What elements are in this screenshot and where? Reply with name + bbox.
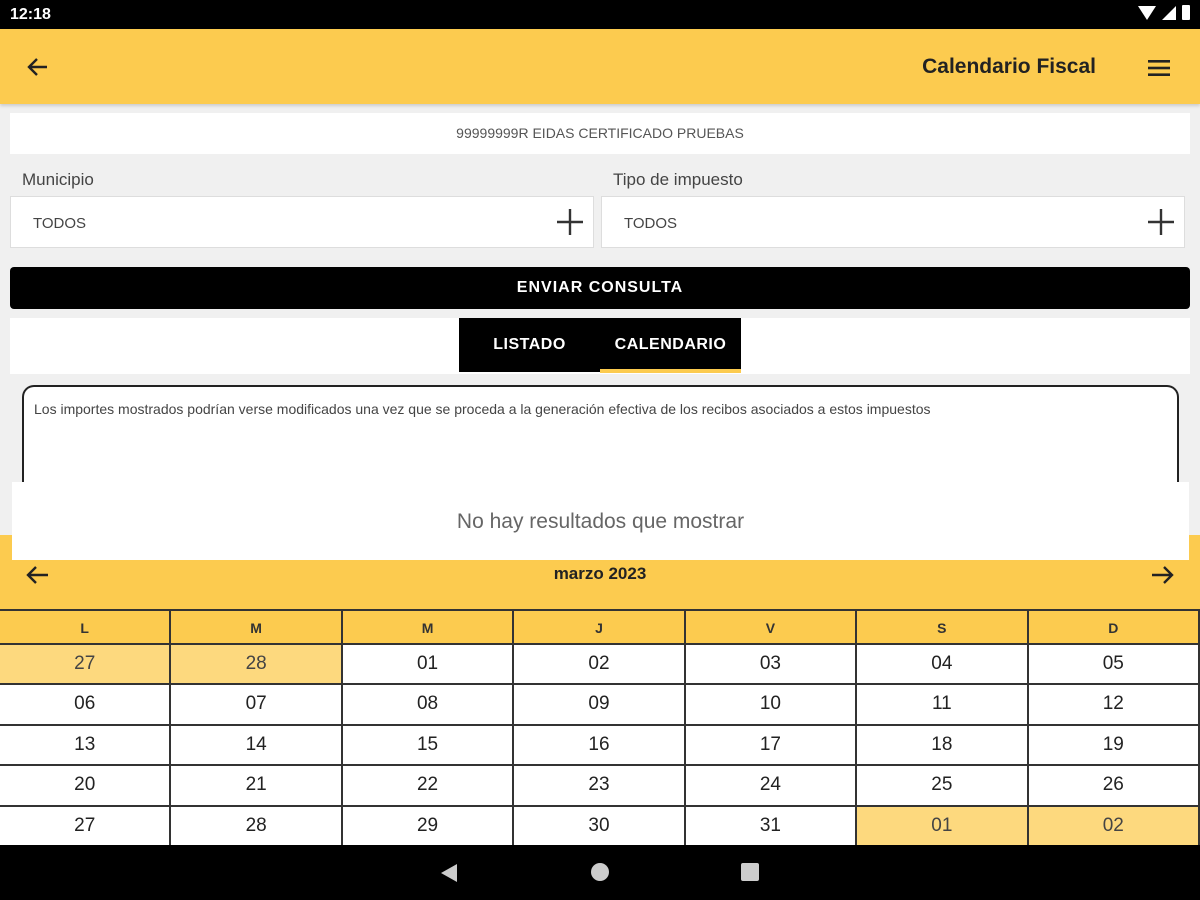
calendar-grid xyxy=(0,609,1200,845)
status-icons xyxy=(1138,5,1190,20)
calendar-day-other-month[interactable]: 01 xyxy=(857,807,1028,845)
calendar-day-other-month[interactable]: 02 xyxy=(1029,807,1200,845)
calendar-day[interactable]: 22 xyxy=(343,766,514,806)
calendar-day[interactable]: 26 xyxy=(1029,766,1200,806)
submit-query-button[interactable]: ENVIAR CONSULTA xyxy=(10,267,1190,309)
nav-home-icon[interactable] xyxy=(591,863,609,881)
plus-icon[interactable] xyxy=(555,207,585,237)
calendar-day[interactable]: 30 xyxy=(514,807,685,845)
user-identity: 99999999R EIDAS CERTIFICADO PRUEBAS xyxy=(10,113,1190,154)
calendar-day[interactable]: 03 xyxy=(686,645,857,685)
amounts-notice xyxy=(22,385,1179,495)
weekday-header: M xyxy=(343,609,514,645)
tipo-impuesto-select[interactable] xyxy=(601,196,1185,248)
view-tabs xyxy=(459,318,741,372)
calendar-day[interactable]: 05 xyxy=(1029,645,1200,685)
calendar-month-label: marzo 2023 xyxy=(553,564,647,583)
calendar-day[interactable]: 18 xyxy=(857,726,1028,766)
nav-recent-apps-icon[interactable] xyxy=(741,863,759,881)
tipo-impuesto-value: TODOS xyxy=(624,215,678,232)
arrow-right-icon[interactable] xyxy=(1146,559,1178,591)
signal-icon xyxy=(1162,6,1176,20)
calendar-day[interactable]: 08 xyxy=(343,685,514,725)
calendar-day[interactable]: 19 xyxy=(1029,726,1200,766)
calendar-day[interactable]: 20 xyxy=(0,766,171,806)
weekday-header: D xyxy=(1029,609,1200,645)
nav-back-icon[interactable] xyxy=(441,864,457,882)
calendar-day[interactable]: 14 xyxy=(171,726,342,766)
status-bar xyxy=(0,0,1200,29)
weekday-header: L xyxy=(0,609,171,645)
calendar-day[interactable]: 29 xyxy=(343,807,514,845)
wifi-icon xyxy=(1138,6,1156,20)
calendar-day[interactable]: 13 xyxy=(0,726,171,766)
weekday-header: V xyxy=(686,609,857,645)
hamburger-menu-icon xyxy=(1148,59,1170,77)
calendar-day[interactable]: 23 xyxy=(514,766,685,806)
calendar-day[interactable]: 25 xyxy=(857,766,1028,806)
calendar-day[interactable]: 06 xyxy=(0,685,171,725)
tabs-strip xyxy=(10,318,1190,374)
no-results-message: No hay resultados que mostrar xyxy=(12,482,1189,560)
plus-icon[interactable] xyxy=(1146,207,1176,237)
calendar-day[interactable]: 31 xyxy=(686,807,857,845)
calendar-day[interactable]: 21 xyxy=(171,766,342,806)
calendar-day[interactable]: 09 xyxy=(514,685,685,725)
weekday-header: M xyxy=(171,609,342,645)
battery-icon xyxy=(1182,5,1190,20)
municipio-label: Municipio xyxy=(22,170,94,189)
calendar-day[interactable]: 01 xyxy=(343,645,514,685)
calendar-day[interactable]: 12 xyxy=(1029,685,1200,725)
tab-listado[interactable]: LISTADO xyxy=(493,336,566,353)
calendar-day[interactable]: 07 xyxy=(171,685,342,725)
status-time: 12:18 xyxy=(10,6,51,23)
system-nav-bar xyxy=(0,845,1200,900)
back-button[interactable] xyxy=(22,51,54,83)
calendar-day[interactable]: 15 xyxy=(343,726,514,766)
calendar-day[interactable]: 02 xyxy=(514,645,685,685)
calendar-day[interactable]: 11 xyxy=(857,685,1028,725)
weekday-header: S xyxy=(857,609,1028,645)
municipio-value: TODOS xyxy=(33,215,87,232)
calendar-day[interactable]: 28 xyxy=(171,807,342,845)
calendar-day[interactable]: 27 xyxy=(0,807,171,845)
calendar-day[interactable]: 16 xyxy=(514,726,685,766)
page-title: Calendario Fiscal xyxy=(922,55,1096,78)
arrow-left-icon xyxy=(27,56,49,78)
app-bar xyxy=(0,29,1200,104)
calendar-day[interactable]: 24 xyxy=(686,766,857,806)
calendar-day-other-month[interactable]: 28 xyxy=(171,645,342,685)
menu-button[interactable] xyxy=(1144,53,1174,83)
weekday-header: J xyxy=(514,609,685,645)
tipo-impuesto-label: Tipo de impuesto xyxy=(613,170,743,189)
calendar-day[interactable]: 17 xyxy=(686,726,857,766)
calendar-day[interactable]: 10 xyxy=(686,685,857,725)
calendar-day-other-month[interactable]: 27 xyxy=(0,645,171,685)
tab-calendario[interactable]: CALENDARIO xyxy=(600,318,741,372)
notice-text: Los importes mostrados podrían verse modificados una vez que se proceda a la generación efectiva de los recibos asociados a estos impuestos xyxy=(34,401,931,417)
calendar-day[interactable]: 04 xyxy=(857,645,1028,685)
municipio-select[interactable] xyxy=(10,196,594,248)
